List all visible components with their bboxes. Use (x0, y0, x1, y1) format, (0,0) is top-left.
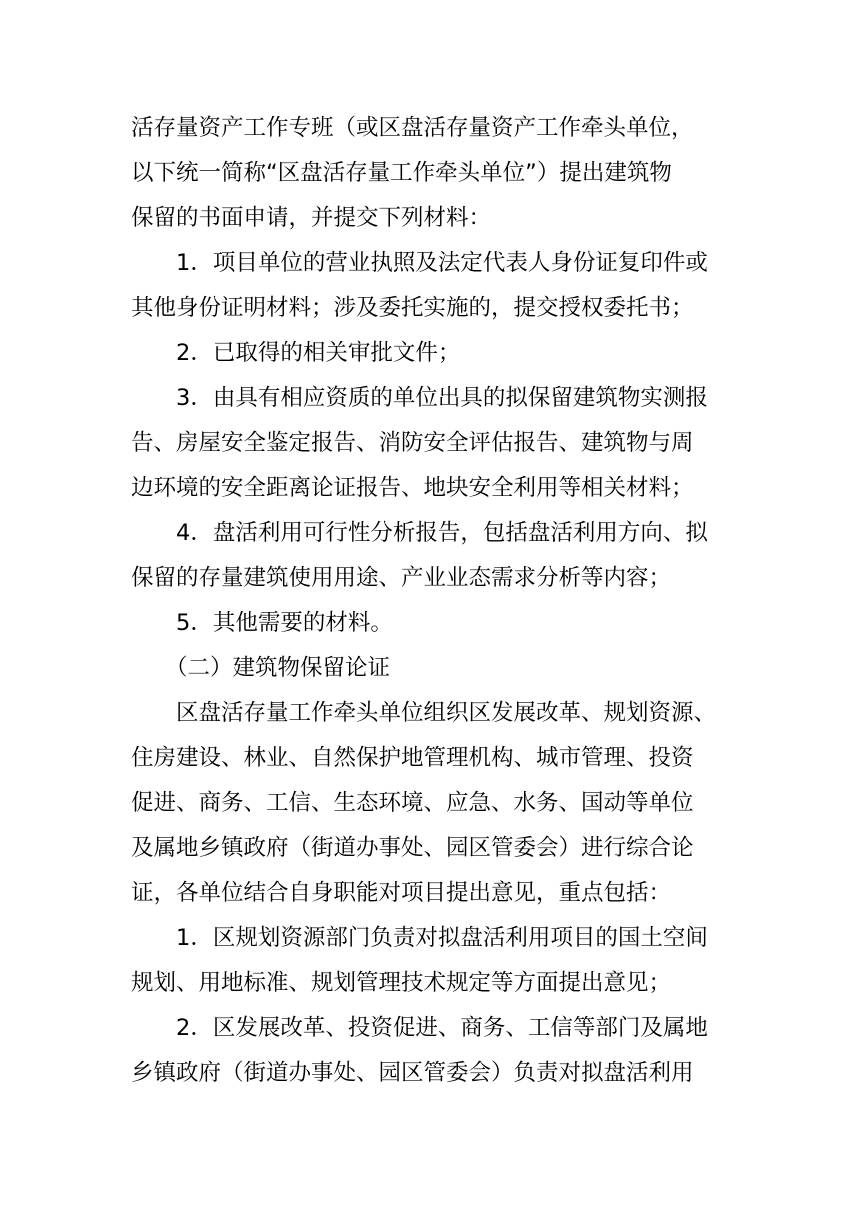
text-line: 以下统一简称“区盘活存量工作牵头单位”）提出建筑物 (131, 160, 672, 186)
text-line: 其他身份证明材料；涉及委托实施的，提交授权委托书； (131, 295, 694, 321)
text-line: 乡镇政府（街道办事处、园区管委会）负责对拟盘活利用 (131, 1060, 694, 1086)
text-line: 告、房屋安全鉴定报告、消防安全评估报告、建筑物与周 (131, 430, 694, 456)
list-item: 4．盘活利用可行性分析报告，包括盘活利用方向、拟 (176, 520, 708, 546)
list-item: 1．项目单位的营业执照及法定代表人身份证复印件或 (176, 250, 708, 276)
text-line: 及属地乡镇政府（街道办事处、园区管委会）进行综合论 (131, 835, 694, 861)
section-heading: （二）建筑物保留论证 (165, 655, 391, 681)
text-line: 活存量资产工作专班（或区盘活存量资产工作牵头单位， (131, 115, 694, 141)
text-line: 保留的书面申请，并提交下列材料： (131, 205, 492, 231)
text-line: 证，各单位结合自身职能对项目提出意见，重点包括： (131, 880, 672, 906)
list-item: 2．已取得的相关审批文件； (176, 340, 461, 366)
text-line: 边环境的安全距离论证报告、地块安全利用等相关材料； (131, 475, 694, 501)
paragraph-start: 区盘活存量工作牵头单位组织区发展改革、规划资源、 (176, 700, 717, 726)
text-line: 住房建设、林业、自然保护地管理机构、城市管理、投资 (131, 745, 694, 771)
list-item: 2．区发展改革、投资促进、商务、工信等部门及属地 (176, 1015, 708, 1041)
text-line: 促进、商务、工信、生态环境、应急、水务、国动等单位 (131, 790, 694, 816)
text-line: 规划、用地标准、规划管理技术规定等方面提出意见； (131, 970, 672, 996)
list-item: 3．由具有相应资质的单位出具的拟保留建筑物实测报 (176, 385, 708, 411)
text-line: 保留的存量建筑使用用途、产业业态需求分析等内容； (131, 565, 672, 591)
list-item: 1．区规划资源部门负责对拟盘活利用项目的国土空间 (176, 925, 708, 951)
list-item: 5．其他需要的材料。 (176, 610, 393, 636)
